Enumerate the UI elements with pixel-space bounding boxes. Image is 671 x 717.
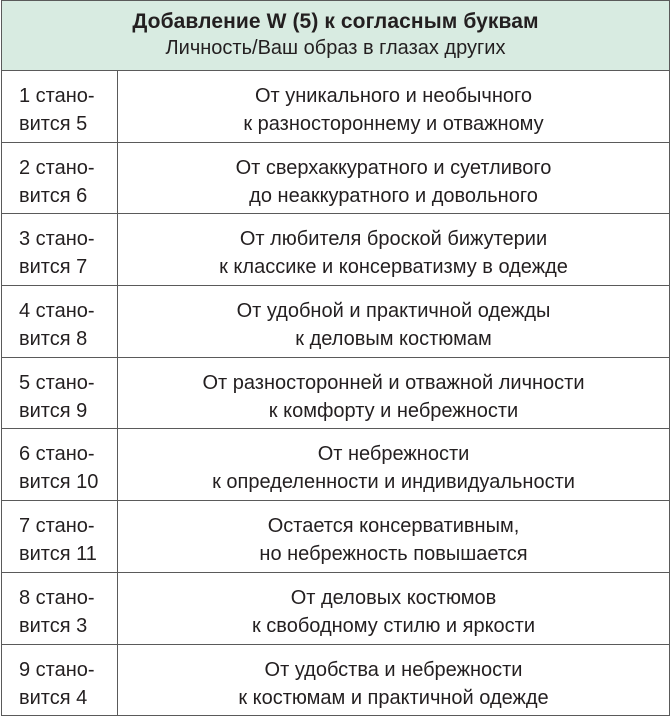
number-line: вится 9 bbox=[19, 399, 88, 422]
number-cell bbox=[2, 286, 118, 357]
description-line: к костюмам и практичной одежде bbox=[238, 686, 549, 709]
number-cell bbox=[2, 71, 118, 142]
table-subtitle: Личность/Ваш образ в глазах других bbox=[165, 37, 506, 59]
number-line: вится 5 bbox=[19, 113, 88, 135]
table-row bbox=[2, 286, 669, 358]
number-line: 5 стано- bbox=[19, 371, 95, 394]
description-cell bbox=[118, 645, 669, 717]
number-cell bbox=[2, 358, 118, 429]
table-row bbox=[2, 501, 669, 573]
description-line: до неаккуратного и довольного bbox=[249, 184, 538, 207]
description-cell bbox=[118, 501, 669, 572]
table-header bbox=[2, 1, 669, 71]
number-line: 9 стано- bbox=[19, 658, 95, 681]
number-cell bbox=[2, 429, 118, 500]
description-line: От удобной и практичной одежды bbox=[236, 300, 551, 323]
number-cell bbox=[2, 501, 118, 572]
table-row bbox=[2, 143, 669, 215]
description-line: к определенности и индивидуальности bbox=[212, 471, 575, 494]
number-cell bbox=[2, 645, 118, 717]
table-title: Добавление W (5) к согласным буквам bbox=[132, 10, 539, 33]
number-line: 3 стано- bbox=[19, 228, 95, 251]
description-cell bbox=[118, 358, 669, 429]
number-line: вится 8 bbox=[19, 328, 88, 351]
description-line: но небрежность повышается bbox=[259, 543, 528, 566]
number-line: вится 10 bbox=[19, 471, 99, 494]
number-line: вится 11 bbox=[19, 543, 97, 566]
table-row bbox=[2, 214, 669, 286]
description-cell bbox=[118, 214, 669, 285]
description-line: От деловых костюмов bbox=[290, 586, 497, 609]
number-cell bbox=[2, 573, 118, 644]
number-line: вится 3 bbox=[19, 614, 88, 637]
description-cell bbox=[118, 429, 669, 500]
table bbox=[1, 0, 670, 716]
table-row bbox=[2, 573, 669, 645]
number-cell bbox=[2, 143, 118, 214]
number-line: вится 6 bbox=[19, 184, 88, 207]
table-row bbox=[2, 358, 669, 430]
description-line: к классике и консерватизму в одежде bbox=[219, 256, 568, 279]
description-line: к разностороннему и отважному bbox=[243, 113, 544, 135]
description-line: От уникального и необычного bbox=[254, 85, 532, 107]
description-line: От удобства и небрежности bbox=[264, 658, 523, 681]
description-cell bbox=[118, 286, 669, 357]
description-cell bbox=[118, 573, 669, 644]
number-line: 8 стано- bbox=[19, 586, 95, 609]
number-line: 4 стано- bbox=[19, 300, 95, 323]
number-cell bbox=[2, 214, 118, 285]
description-line: Остается консервативным, bbox=[267, 515, 520, 538]
number-line: 1 стано- bbox=[19, 85, 95, 107]
description-line: От любителя броской бижутерии bbox=[239, 228, 548, 251]
table-row bbox=[2, 71, 669, 143]
table-row bbox=[2, 429, 669, 501]
description-cell bbox=[118, 143, 669, 214]
description-line: к свободному стилю и яркости bbox=[251, 614, 535, 637]
number-line: 2 стано- bbox=[19, 156, 95, 179]
description-line: к деловым костюмам bbox=[295, 328, 492, 351]
description-line: От разносторонней и отважной личности bbox=[202, 371, 585, 394]
number-line: вится 4 bbox=[19, 686, 88, 709]
description-cell bbox=[118, 71, 669, 142]
table-row bbox=[2, 645, 669, 717]
number-line: 7 стано- bbox=[19, 515, 95, 538]
number-line: вится 7 bbox=[19, 256, 88, 279]
number-line: 6 стано- bbox=[19, 443, 95, 466]
description-line: От небрежности bbox=[317, 443, 470, 466]
description-line: к комфорту и небрежности bbox=[268, 399, 519, 422]
description-line: От сверхаккуратного и суетливого bbox=[235, 156, 552, 179]
